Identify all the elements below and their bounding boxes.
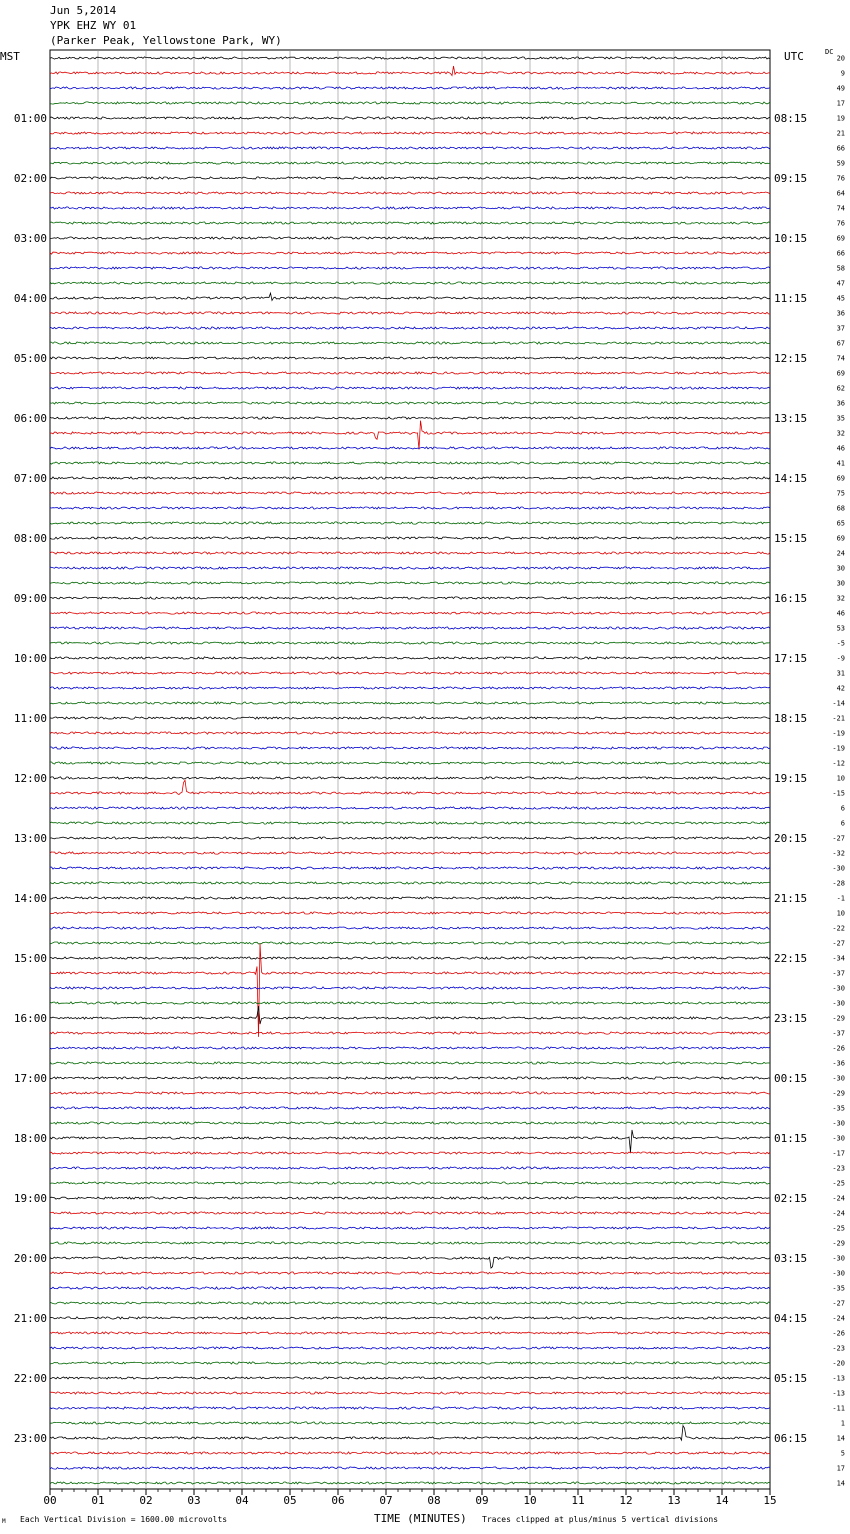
trace-row [50, 492, 770, 494]
trace-row [50, 867, 770, 869]
dc-offset-label: 30 [836, 579, 845, 588]
x-tick-label: 05 [283, 1494, 297, 1507]
trace-row [50, 1317, 770, 1319]
chart-location: (Parker Peak, Yellowstone Park, WY) [50, 34, 282, 47]
trace-row [50, 252, 770, 254]
trace-row [50, 1452, 770, 1454]
mst-hour-label: 13:00 [13, 832, 47, 845]
dc-offset-label: -28 [832, 879, 845, 888]
x-tick-label: 15 [763, 1494, 777, 1507]
dc-offset-label: -30 [832, 1254, 845, 1263]
dc-offset-label: 35 [836, 414, 845, 423]
mst-axis-label: MST [0, 50, 20, 63]
dc-offset-label: 74 [836, 354, 845, 363]
trace-row [50, 507, 770, 509]
trace-row [50, 177, 770, 179]
dc-offset-label: -37 [832, 969, 845, 978]
x-tick-label: 09 [475, 1494, 489, 1507]
trace-row [50, 1302, 770, 1304]
trace-row [50, 927, 770, 929]
dc-offset-label: 32 [836, 429, 845, 438]
dc-offset-label: -19 [832, 729, 845, 738]
trace-row [50, 1407, 770, 1409]
dc-offset-label: -27 [832, 1299, 845, 1308]
dc-offset-label: -24 [832, 1209, 845, 1218]
trace-row [50, 312, 770, 314]
trace-row [50, 162, 770, 164]
trace-row [50, 1032, 770, 1034]
trace-row [50, 1362, 770, 1364]
dc-offset-label: -12 [832, 759, 845, 768]
trace-row [50, 732, 770, 734]
mst-hour-label: 10:00 [13, 652, 47, 665]
mst-hour-label: 02:00 [13, 172, 47, 185]
dc-offset-label: 32 [836, 594, 845, 603]
trace-row [50, 717, 770, 719]
trace-row [50, 477, 770, 479]
dc-offset-label: -26 [832, 1044, 845, 1053]
dc-offset-label: 59 [836, 159, 845, 168]
clip-note: Traces clipped at plus/minus 5 vertical divisions [482, 1515, 719, 1524]
utc-hour-label: 04:15 [774, 1312, 808, 1325]
utc-hour-label: 11:15 [774, 292, 808, 305]
trace-row [50, 582, 770, 584]
trace-row [50, 1467, 770, 1469]
dc-offset-label: 45 [836, 294, 845, 303]
mst-hour-label: 07:00 [13, 472, 47, 485]
utc-hour-label: 21:15 [774, 892, 808, 905]
trace-row [50, 1272, 770, 1274]
mst-hour-label: 15:00 [13, 952, 47, 965]
x-tick-label: 07 [379, 1494, 393, 1507]
scale-note: Each Vertical Division = 1600.00 microvolts [20, 1515, 228, 1524]
mst-hour-label: 04:00 [13, 292, 47, 305]
dc-offset-label: 14 [836, 1479, 845, 1488]
dc-offset-label: -22 [832, 924, 845, 933]
utc-hour-label: 09:15 [774, 172, 808, 185]
dc-offset-label: 74 [836, 204, 845, 213]
dc-offset-label: 17 [836, 99, 845, 108]
dc-offset-label: 24 [836, 549, 845, 558]
dc-offset-label: 69 [836, 534, 845, 543]
trace-row [50, 912, 770, 914]
dc-offset-label: -21 [832, 714, 845, 723]
utc-hour-label: 17:15 [774, 652, 808, 665]
dc-offset-label: -23 [832, 1164, 845, 1173]
trace-row [50, 327, 770, 329]
trace-row [50, 447, 770, 449]
dc-offset-label: -29 [832, 1014, 845, 1023]
dc-offset-label: 75 [836, 489, 845, 498]
trace-row [50, 462, 770, 464]
dc-offset-label: 69 [836, 234, 845, 243]
x-tick-label: 14 [715, 1494, 729, 1507]
utc-hour-label: 12:15 [774, 352, 808, 365]
trace-row [50, 1377, 770, 1379]
trace-row [50, 1332, 770, 1334]
trace-row [50, 267, 770, 269]
trace-row [50, 1482, 770, 1484]
mst-hour-label: 06:00 [13, 412, 47, 425]
trace-row [50, 762, 770, 764]
x-tick-label: 00 [43, 1494, 57, 1507]
trace-row [50, 1227, 770, 1229]
dc-offset-label: 36 [836, 399, 845, 408]
trace-row [50, 897, 770, 899]
x-axis-title: TIME (MINUTES) [374, 1512, 467, 1525]
mst-hour-label: 19:00 [13, 1192, 47, 1205]
utc-hour-label: 13:15 [774, 412, 808, 425]
dc-offset-label: -34 [832, 954, 845, 963]
trace-row [50, 421, 770, 450]
chart-title: YPK EHZ WY 01 [50, 19, 137, 32]
trace-row [50, 192, 770, 194]
dc-offset-label: 66 [836, 249, 845, 258]
utc-hour-label: 19:15 [774, 772, 808, 785]
trace-row [50, 777, 770, 779]
trace-row [50, 387, 770, 389]
dc-offset-label: 53 [836, 624, 845, 633]
dc-offset-label: 31 [836, 669, 845, 678]
chart-date: Jun 5,2014 [50, 4, 117, 17]
dc-offset-label: -26 [832, 1329, 845, 1338]
dc-offset-label: 10 [836, 774, 845, 783]
trace-row [50, 537, 770, 539]
utc-hour-label: 23:15 [774, 1012, 808, 1025]
trace-row [50, 522, 770, 524]
trace-row [50, 957, 770, 959]
x-tick-label: 10 [523, 1494, 537, 1507]
trace-row [50, 747, 770, 749]
trace-row [50, 1077, 770, 1079]
trace-row [50, 1257, 770, 1268]
mst-hour-label: 18:00 [13, 1132, 47, 1145]
trace-row [50, 1092, 770, 1094]
trace-row [50, 1392, 770, 1394]
mst-hour-label: 17:00 [13, 1072, 47, 1085]
mst-hour-label: 08:00 [13, 532, 47, 545]
trace-row [50, 1426, 770, 1440]
mst-hour-label: 01:00 [13, 112, 47, 125]
trace-row [50, 293, 770, 300]
trace-row [50, 1242, 770, 1244]
trace-row [50, 1130, 770, 1152]
utc-hour-label: 05:15 [774, 1372, 808, 1385]
trace-row [50, 282, 770, 284]
utc-hour-label: 20:15 [774, 832, 808, 845]
trace-row [50, 837, 770, 839]
x-tick-label: 11 [571, 1494, 585, 1507]
mst-hour-label: 12:00 [13, 772, 47, 785]
trace-row [50, 1107, 770, 1109]
trace-row [50, 1287, 770, 1289]
trace-row [50, 87, 770, 89]
trace-row [50, 780, 770, 794]
x-tick-label: 03 [187, 1494, 201, 1507]
trace-row [50, 1047, 770, 1049]
dc-offset-label: -13 [832, 1374, 845, 1383]
dc-offset-label: 42 [836, 684, 845, 693]
utc-hour-label: 18:15 [774, 712, 808, 725]
x-tick-label: 08 [427, 1494, 441, 1507]
utc-hour-label: 10:15 [774, 232, 808, 245]
dc-offset-label: -25 [832, 1224, 845, 1233]
dc-offset-label: -13 [832, 1389, 845, 1398]
dc-offset-label: 76 [836, 219, 845, 228]
dc-offset-label: -5 [836, 639, 845, 648]
trace-row [50, 552, 770, 554]
trace-row [50, 1062, 770, 1064]
dc-offset-label: 1 [840, 1419, 845, 1428]
x-tick-label: 12 [619, 1494, 633, 1507]
dc-offset-label: -24 [832, 1314, 845, 1323]
mst-hour-label: 20:00 [13, 1252, 47, 1265]
trace-row [50, 942, 770, 944]
dc-offset-label: -30 [832, 1074, 845, 1083]
trace-row [50, 1182, 770, 1184]
mst-hour-label: 14:00 [13, 892, 47, 905]
utc-hour-label: 00:15 [774, 1072, 808, 1085]
trace-row [50, 117, 770, 119]
trace-row [50, 357, 770, 359]
trace-row [50, 66, 770, 76]
mst-hour-label: 23:00 [13, 1432, 47, 1445]
trace-row [50, 627, 770, 629]
dc-offset-label: 68 [836, 504, 845, 513]
dc-offset-label: 36 [836, 309, 845, 318]
x-tick-label: 02 [139, 1494, 153, 1507]
trace-row [50, 807, 770, 809]
trace-row [50, 642, 770, 644]
dc-offset-label: 30 [836, 564, 845, 573]
dc-offset-label: -30 [832, 984, 845, 993]
corner-mark: M [2, 1518, 6, 1525]
trace-row [50, 417, 770, 419]
trace-row [50, 987, 770, 989]
x-tick-label: 13 [667, 1494, 681, 1507]
dc-offset-label: 9 [840, 69, 845, 78]
utc-hour-label: 16:15 [774, 592, 808, 605]
dc-offset-label: 76 [836, 174, 845, 183]
dc-offset-label: -27 [832, 939, 845, 948]
trace-row [50, 852, 770, 854]
dc-offset-label: -30 [832, 864, 845, 873]
trace-row [50, 207, 770, 209]
dc-offset-label: 47 [836, 279, 845, 288]
dc-offset-label: 21 [836, 129, 845, 138]
trace-row [50, 882, 770, 884]
trace-row [50, 402, 770, 404]
dc-offset-label: 6 [840, 804, 845, 813]
dc-offset-label: -30 [832, 999, 845, 1008]
dc-offset-label: -9 [836, 654, 845, 663]
dc-offset-label: 19 [836, 114, 845, 123]
dc-offset-label: -23 [832, 1344, 845, 1353]
dc-offset-label: 37 [836, 324, 845, 333]
trace-row [50, 822, 770, 824]
dc-offset-label: -27 [832, 834, 845, 843]
mst-hour-label: 16:00 [13, 1012, 47, 1025]
utc-hour-label: 02:15 [774, 1192, 808, 1205]
trace-row [50, 597, 770, 599]
dc-offset-label: 49 [836, 84, 845, 93]
utc-hour-label: 08:15 [774, 112, 808, 125]
dc-offset-label: 69 [836, 369, 845, 378]
trace-row [50, 702, 770, 704]
dc-offset-label: -1 [836, 894, 845, 903]
utc-hour-label: 01:15 [774, 1132, 808, 1145]
utc-hour-label: 22:15 [774, 952, 808, 965]
trace-row [50, 147, 770, 149]
trace-row [50, 222, 770, 224]
utc-hour-label: 03:15 [774, 1252, 808, 1265]
dc-offset-label: 67 [836, 339, 845, 348]
dc-offset-label: -25 [832, 1179, 845, 1188]
dc-offset-label: 46 [836, 444, 845, 453]
dc-offset-label: 17 [836, 1464, 845, 1473]
dc-offset-label: 69 [836, 474, 845, 483]
dc-offset-label: -15 [832, 789, 845, 798]
dc-offset-label: 10 [836, 909, 845, 918]
utc-axis-label: UTC [784, 50, 804, 63]
trace-row [50, 1167, 770, 1169]
dc-offset-label: -35 [832, 1104, 845, 1113]
trace-row [50, 687, 770, 689]
dc-offset-label: -32 [832, 849, 845, 858]
x-tick-label: 06 [331, 1494, 345, 1507]
dc-column-label: DC [825, 48, 834, 56]
dc-offset-label: 62 [836, 384, 845, 393]
dc-offset-label: -35 [832, 1284, 845, 1293]
trace-row [50, 237, 770, 239]
dc-offset-label: -37 [832, 1029, 845, 1038]
dc-offset-label: -30 [832, 1119, 845, 1128]
trace-row [50, 1152, 770, 1154]
dc-offset-label: -20 [832, 1359, 845, 1368]
dc-offset-label: -30 [832, 1134, 845, 1143]
dc-offset-label: -24 [832, 1194, 845, 1203]
trace-row [50, 57, 770, 59]
dc-offset-label: 46 [836, 609, 845, 618]
dc-offset-label: 20 [836, 54, 845, 63]
trace-row [50, 372, 770, 374]
trace-row [50, 672, 770, 674]
dc-offset-label: -11 [832, 1404, 845, 1413]
trace-row [50, 1422, 770, 1424]
mst-hour-label: 11:00 [13, 712, 47, 725]
trace-row [50, 1002, 770, 1004]
dc-offset-label: 65 [836, 519, 845, 528]
mst-hour-label: 09:00 [13, 592, 47, 605]
trace-row [50, 657, 770, 659]
dc-offset-label: -29 [832, 1089, 845, 1098]
mst-hour-label: 03:00 [13, 232, 47, 245]
dc-offset-label: 14 [836, 1434, 845, 1443]
mst-hour-label: 22:00 [13, 1372, 47, 1385]
dc-offset-label: -29 [832, 1239, 845, 1248]
dc-offset-label: 41 [836, 459, 845, 468]
trace-row [50, 1347, 770, 1349]
dc-offset-label: 6 [840, 819, 845, 828]
dc-offset-label: -36 [832, 1059, 845, 1068]
trace-row [50, 612, 770, 614]
utc-hour-label: 06:15 [774, 1432, 808, 1445]
dc-offset-label: -19 [832, 744, 845, 753]
trace-row [50, 1122, 770, 1124]
x-tick-label: 04 [235, 1494, 249, 1507]
dc-offset-label: 5 [840, 1449, 845, 1458]
mst-hour-label: 05:00 [13, 352, 47, 365]
dc-offset-label: 66 [836, 144, 845, 153]
trace-row [50, 1006, 770, 1024]
trace-row [50, 1197, 770, 1199]
trace-row [50, 1212, 770, 1214]
dc-offset-label: -17 [832, 1149, 845, 1158]
x-tick-label: 01 [91, 1494, 105, 1507]
trace-row [50, 132, 770, 134]
dc-offset-label: 58 [836, 264, 845, 273]
mst-hour-label: 21:00 [13, 1312, 47, 1325]
trace-row [50, 342, 770, 344]
utc-hour-label: 15:15 [774, 532, 808, 545]
dc-offset-label: -14 [832, 699, 845, 708]
trace-row [50, 102, 770, 104]
dc-offset-label: -30 [832, 1269, 845, 1278]
utc-hour-label: 14:15 [774, 472, 808, 485]
trace-row [50, 567, 770, 569]
dc-offset-label: 64 [836, 189, 845, 198]
